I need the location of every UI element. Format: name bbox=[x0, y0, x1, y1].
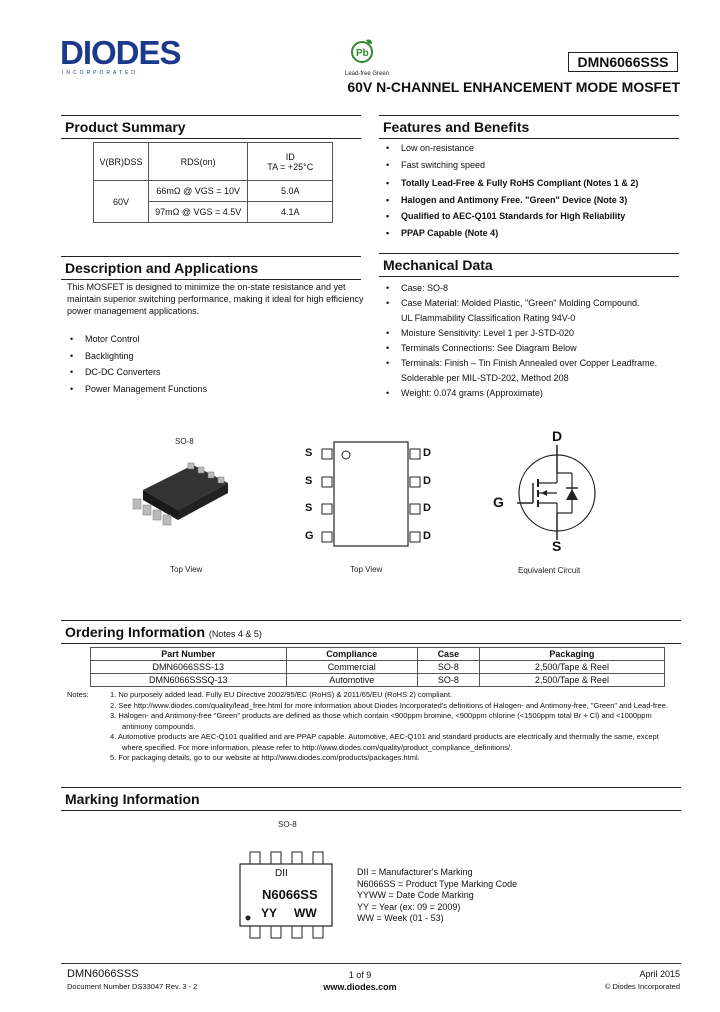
application-item: • DC-DC Converters bbox=[67, 364, 367, 381]
legend-item: DII = Manufacturer's Marking bbox=[357, 867, 473, 877]
col-vbr-header: V(BR)DSS bbox=[94, 143, 149, 181]
feature-item: • Totally Lead-Free & Fully RoHS Compliant (Notes 1 & 2) bbox=[383, 175, 683, 192]
table-row bbox=[91, 661, 665, 674]
ordering-col-header: Packaging bbox=[479, 648, 664, 661]
application-item: • Motor Control bbox=[67, 331, 367, 348]
feature-item: • Qualified to AEC-Q101 Standards for High Reliability bbox=[383, 208, 683, 225]
table-cell: SO-8 bbox=[417, 661, 479, 674]
top-view-caption-2: Top View bbox=[350, 565, 383, 574]
description-heading: Description and Applications bbox=[61, 256, 361, 280]
marking-code: N6066SS bbox=[262, 887, 318, 902]
marking-logo: DII bbox=[275, 868, 288, 879]
ordering-col-header: Part Number bbox=[91, 648, 287, 661]
mech-item: • Terminals: Finish – Tin Finish Annealed over Copper Leadframe. bbox=[383, 356, 693, 371]
legend-item: WW = Week (01 - 53) bbox=[357, 913, 444, 923]
note-item: 5. For packaging details, go to our website at http://www.diodes.com/products/packages.html. bbox=[110, 753, 420, 762]
notes-list bbox=[110, 690, 670, 764]
feature-item: • PPAP Capable (Note 4) bbox=[383, 225, 683, 242]
pinout-diagram bbox=[312, 440, 432, 550]
col-id-header bbox=[248, 143, 333, 181]
footer-copyright: © Diodes Incorporated bbox=[604, 982, 680, 991]
applications-list bbox=[67, 331, 367, 397]
id-value-1: 5.0A bbox=[248, 181, 333, 202]
rds-value-2: 97mΩ @ VGS = 4.5V bbox=[148, 202, 248, 223]
description-text: This MOSFET is designed to minimize the on-state resistance and yet maintain superior switching performance, making it ideal for high efficiency power management applications. bbox=[67, 282, 364, 316]
lead-free-label: Lead-free Green bbox=[345, 71, 390, 77]
pin-g: G bbox=[305, 530, 314, 542]
table-cell: DMN6066SSS-13 bbox=[91, 661, 287, 674]
note-item: 1. No purposely added lead. Fully EU Directive 2002/95/EC (RoHS) & 2011/65/EU (RoHS 2) compliant. bbox=[110, 690, 453, 699]
ordering-table bbox=[90, 647, 665, 687]
features-bold-list bbox=[383, 175, 683, 241]
table-cell: SO-8 bbox=[417, 674, 479, 687]
legend-item: YY = Year (ex: 09 = 2009) bbox=[357, 901, 461, 912]
note-item: 2. See http://www.diodes.com/quality/lead_free.html for more information about Diodes Incorporated's definitions of Halogen- and Antimony-free, "Green" and Lead-free. bbox=[110, 700, 668, 710]
document-title: 60V N-CHANNEL ENHANCEMENT MODE MOSFET bbox=[347, 79, 680, 95]
mech-item: • Moisture Sensitivity: Level 1 per J-STD-020 bbox=[383, 326, 693, 341]
mechanical-list bbox=[383, 281, 693, 401]
table-row bbox=[91, 674, 665, 687]
table-cell: 2,500/Tape & Reel bbox=[479, 661, 664, 674]
package-label: SO-8 bbox=[175, 437, 194, 446]
vbr-value: 60V bbox=[94, 181, 149, 223]
table-cell: Commercial bbox=[286, 661, 417, 674]
lead-free-icon bbox=[350, 38, 374, 70]
mosfet-symbol-icon bbox=[505, 445, 615, 540]
feature-item: • Low on-resistance bbox=[383, 140, 683, 157]
pin-d1: D bbox=[423, 447, 431, 459]
ordering-col-header: Case bbox=[417, 648, 479, 661]
logo-subtitle: INCORPORATED bbox=[62, 70, 138, 76]
circuit-s-label: S bbox=[552, 538, 562, 554]
circuit-d-label: D bbox=[552, 428, 563, 444]
marking-heading: Marking Information bbox=[61, 787, 681, 811]
footer-part-number: DMN6066SSS bbox=[67, 968, 139, 980]
pin-s2: S bbox=[305, 475, 313, 487]
col-id-header-a: ID bbox=[285, 151, 295, 162]
circuit-g-label: G bbox=[493, 494, 504, 510]
ordering-heading-title: Ordering Information bbox=[65, 624, 205, 640]
features-list bbox=[383, 140, 683, 173]
pin-s1: S bbox=[305, 447, 313, 459]
mech-item: • Case: SO-8 bbox=[383, 281, 693, 296]
application-item: • Power Management Functions bbox=[67, 381, 367, 398]
ordering-heading bbox=[61, 620, 681, 644]
mech-sub-item: Solderable per MIL-STD-202, Method 208 bbox=[401, 373, 569, 383]
col-rds-header: RDS(on) bbox=[148, 143, 248, 181]
id-value-2: 4.1A bbox=[248, 202, 333, 223]
svg-text:Pb: Pb bbox=[356, 48, 369, 59]
legend-item: N6066SS = Product Type Marking Code bbox=[357, 878, 518, 889]
feature-item: • Fast switching speed bbox=[383, 157, 683, 174]
features-heading: Features and Benefits bbox=[379, 115, 679, 139]
note-item: 4. Automotive products are AEC-Q101 qualified and are PPAP capable. Automotive, AEC-Q101 and standard products are electrically and thermally the same, except where specified. For more information, please refer to http://www.diodes.com/quality/product_compliance_definitions/. bbox=[110, 732, 659, 752]
marking-legend bbox=[357, 867, 517, 925]
pin-s3: S bbox=[305, 502, 313, 514]
footer-divider bbox=[61, 963, 681, 964]
pin-d3: D bbox=[423, 502, 431, 514]
package-3d-illustration bbox=[128, 455, 238, 530]
legend-item: YYWW = Date Code Marking bbox=[357, 890, 474, 900]
product-summary-table bbox=[93, 142, 333, 223]
product-summary-heading: Product Summary bbox=[61, 115, 361, 139]
notes-label: Notes: bbox=[67, 690, 89, 699]
mech-item: • Terminals Connections: See Diagram Below bbox=[383, 341, 693, 356]
footer-page: 1 of 9 bbox=[348, 970, 372, 980]
rds-value-1: 66mΩ @ VGS = 10V bbox=[148, 181, 248, 202]
ordering-heading-note: (Notes 4 & 5) bbox=[208, 629, 262, 639]
pin-d2: D bbox=[423, 475, 431, 487]
col-id-header-b: TA = +25°C bbox=[267, 161, 314, 172]
feature-item: • Halogen and Antimony Free. "Green" Device (Note 3) bbox=[383, 192, 683, 209]
marking-pkg-label: SO-8 bbox=[278, 820, 297, 829]
part-number-box: DMN6066SSS bbox=[568, 52, 678, 72]
mech-sub-item: UL Flammability Classification Rating 94V-0 bbox=[401, 313, 576, 323]
diodes-logo: DIODES bbox=[60, 34, 181, 71]
equivalent-circuit-caption: Equivalent Circuit bbox=[518, 566, 581, 575]
mech-item: • Weight: 0.074 grams (Approximate) bbox=[383, 386, 693, 401]
footer-date: April 2015 bbox=[639, 969, 680, 979]
footer-url[interactable]: www.diodes.com bbox=[323, 982, 397, 992]
application-item: • Backlighting bbox=[67, 348, 367, 365]
marking-yy: YY bbox=[261, 906, 278, 920]
top-view-caption-1: Top View bbox=[170, 565, 203, 574]
marking-ww: WW bbox=[294, 906, 317, 920]
ordering-col-header: Compliance bbox=[286, 648, 417, 661]
pin-d4: D bbox=[423, 530, 431, 542]
table-cell: 2,500/Tape & Reel bbox=[479, 674, 664, 687]
note-item: 3. Halogen- and Antimony-free "Green" products are defined as those which contain <900ppm bromine, <900ppm chlorine (<1500ppm total Br + Cl) and <1000ppm antimony compounds. bbox=[110, 711, 652, 731]
mech-item: • Case Material: Molded Plastic, "Green" Molding Compound. bbox=[383, 296, 693, 311]
table-cell: Automotive bbox=[286, 674, 417, 687]
table-cell: DMN6066SSSQ-13 bbox=[91, 674, 287, 687]
mechanical-heading: Mechanical Data bbox=[379, 253, 679, 277]
footer-doc-number: Document Number DS33047 Rev. 3 - 2 bbox=[67, 982, 198, 991]
